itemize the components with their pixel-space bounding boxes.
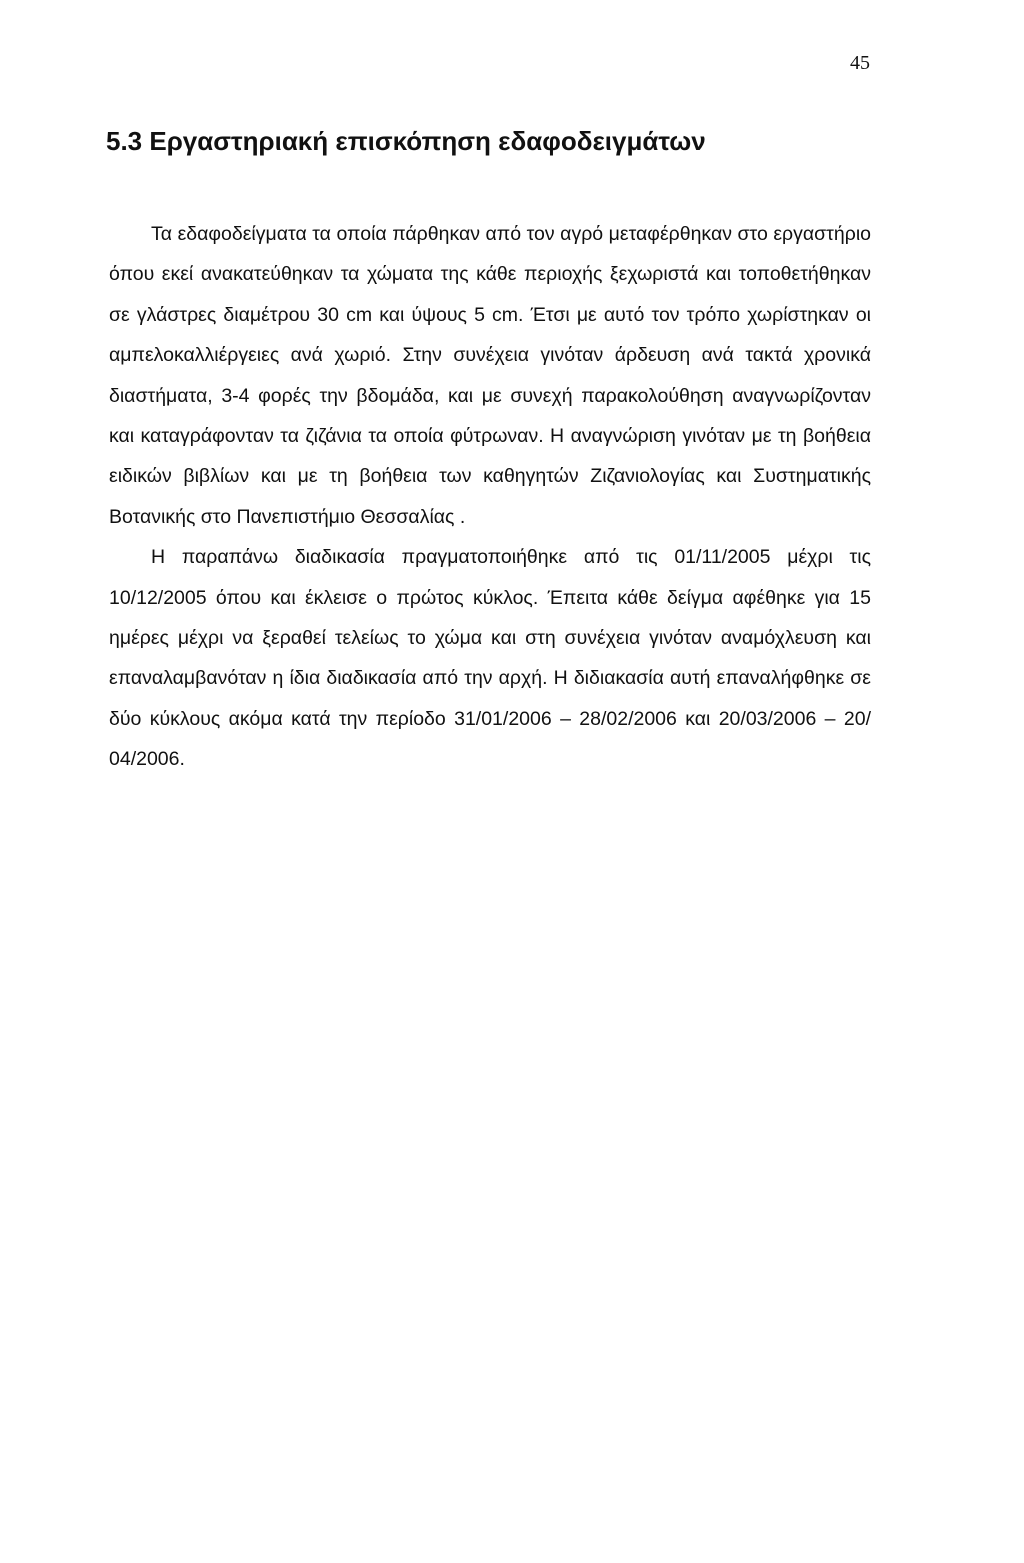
paragraph-soil-sample-preparation: Τα εδαφοδείγματα τα οποία πάρθηκαν από τον αγρό μεταφέρθηκαν στο εργαστήριο όπου εκεί ανακατεύθηκαν τα χώματα της κάθε περιοχής ξεχωριστά και τοποθετήθηκαν σε γλάστρες διαμέτρου 30 cm και ύψους 5 cm. Έτσι με αυτό τον τρόπο χωρίστηκαν οι αμπελοκαλλιέργειες ανά χωριό. Στην συνέχεια γινόταν άρδευση ανά τακτά χρονικά διαστήματα, 3-4 φορές την βδομάδα, και με συνεχή παρακολούθηση αναγνωρίζονταν και καταγράφονταν τα ζιζάνια τα οποία φύτρωναν. Η αναγνώριση γινόταν με τη βοήθεια ειδικών βιβλίων και με τη βοήθεια των καθηγητών Ζιζανιολογίας και Συστηματικής Βοτανικής στο Πανεπιστήμιο Θεσσαλίας . xyxy=(109,223,871,528)
page-number: 45 xyxy=(850,52,870,74)
section-body xyxy=(109,214,871,780)
section-title: 5.3 Εργαστηριακή επισκόπηση εδαφοδειγμάτων xyxy=(106,126,706,156)
paragraph-procedure-timeline: Η παραπάνω διαδικασία πραγματοποιήθηκε από τις 01/11/2005 μέχρι τις 10/12/2005 όπου και έκλεισε ο πρώτος κύκλος. Έπειτα κάθε δείγμα αφέθηκε για 15 ημέρες μέχρι να ξεραθεί τελείως το χώμα και στη συνέχεια γινόταν αναμόχλευση και επαναλαμβανόταν η ίδια διαδικασία από την αρχή. Η διδιακασία αυτή επαναλήφθηκε σε δύο κύκλους ακόμα κατά την περίοδο 31/01/2006 – 28/02/2006 και 20/03/2006 – 20/ 04/2006. xyxy=(109,546,871,771)
